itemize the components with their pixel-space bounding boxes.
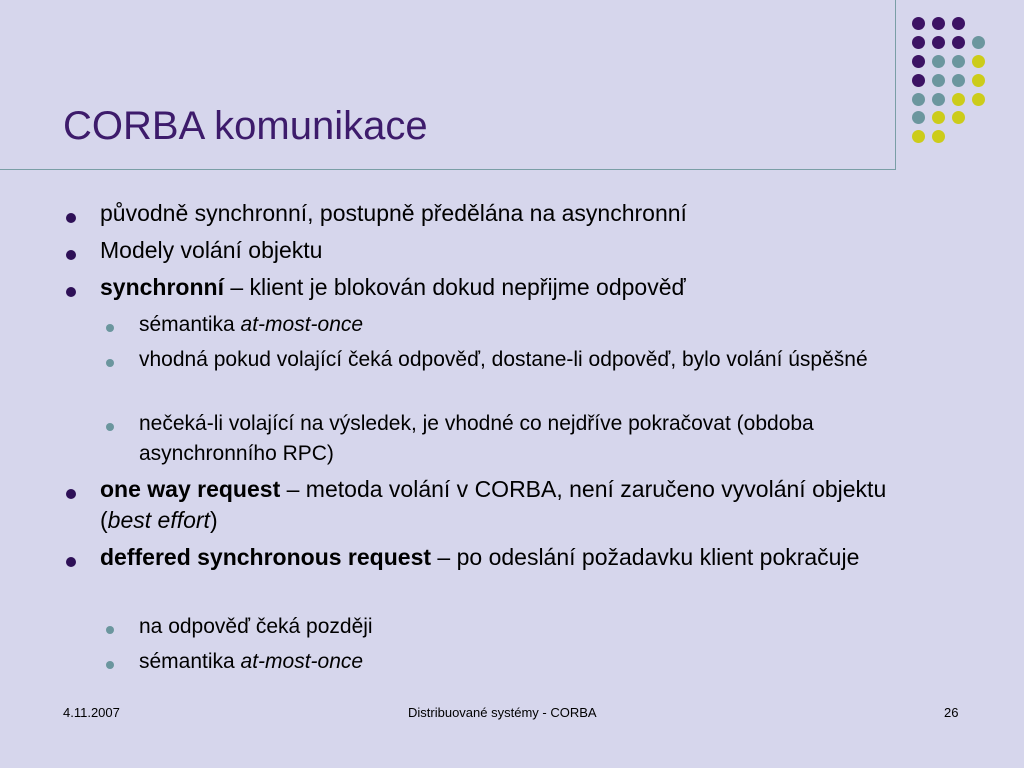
sub-bullet-marker [106, 423, 114, 431]
sub-bullet-item [139, 310, 919, 340]
footer-title: Distribuované systémy - CORBA [408, 705, 597, 720]
bullet-text-run: at-most-once [240, 650, 364, 673]
bullet-text-run: – klient je blokován dokud nepřijme odpověď [223, 274, 686, 300]
bullet-text-run: at-most-once [240, 313, 364, 336]
bullet-text-run: vhodná pokud volající čeká odpověď, dostane-li odpověď, bylo volání úspěšné [139, 348, 868, 371]
footer-page-number: 26 [944, 705, 959, 720]
decorative-dot [932, 74, 945, 87]
slide-title: CORBA komunikace [63, 104, 428, 148]
decorative-dot [912, 74, 925, 87]
bullet-item [100, 542, 940, 573]
decorative-dot [912, 36, 925, 49]
sub-bullet-marker [106, 324, 114, 332]
bullet-marker [66, 250, 76, 260]
bullet-text-run: původně synchronní, postupně předělána na asynchronní [100, 200, 687, 226]
bullet-text-run: nečeká-li volající na výsledek, je vhodné co nejdříve pokračovat (obdoba asynchronního RPC) [139, 412, 814, 465]
bullet-text-run: – metoda volání v CORBA, není zaručeno vyvolání objektu ( [100, 476, 887, 533]
title-divider-vertical [895, 0, 896, 170]
bullet-marker [66, 557, 76, 567]
decorative-dot [932, 55, 945, 68]
sub-bullet-marker [106, 626, 114, 634]
sub-bullet-item [139, 409, 919, 469]
bullet-text-run: na odpověď čeká později [139, 615, 373, 638]
bullet-text-run: sémantika [139, 650, 241, 673]
decorative-dot [912, 130, 925, 143]
bullet-text-run: sémantika [139, 313, 241, 336]
decorative-dot [912, 93, 925, 106]
sub-bullet-item [139, 345, 919, 375]
bullet-item [100, 235, 940, 266]
decorative-dot [932, 111, 945, 124]
bullet-text-run: deffered synchronous request [100, 544, 432, 570]
decorative-dot [972, 55, 985, 68]
bullet-text-run: ) [209, 507, 218, 533]
bullet-text-run: – po odeslání požadavku klient pokračuje [431, 544, 860, 570]
bullet-item [100, 474, 940, 536]
bullet-item [100, 272, 940, 303]
decorative-dot [972, 93, 985, 106]
sub-bullet-item [139, 612, 919, 642]
decorative-dot [972, 74, 985, 87]
decorative-dot [952, 111, 965, 124]
decorative-dot [932, 17, 945, 30]
bullet-text-run: Modely volání objektu [100, 237, 323, 263]
bullet-item [100, 198, 940, 229]
decorative-dot [952, 74, 965, 87]
bullet-marker [66, 213, 76, 223]
decorative-dot [952, 17, 965, 30]
sub-bullet-marker [106, 359, 114, 367]
bullet-text-run: best effort [107, 507, 210, 533]
decorative-dot [932, 36, 945, 49]
decorative-dot [932, 93, 945, 106]
bullet-marker [66, 489, 76, 499]
decorative-dot [972, 36, 985, 49]
sub-bullet-item [139, 647, 919, 677]
decorative-dot [952, 93, 965, 106]
footer-date: 4.11.2007 [63, 705, 120, 720]
decorative-dot [912, 17, 925, 30]
decorative-dot [912, 111, 925, 124]
sub-bullet-marker [106, 661, 114, 669]
decorative-dot [952, 55, 965, 68]
bullet-marker [66, 287, 76, 297]
bullet-text-run: one way request [100, 476, 281, 502]
title-divider-horizontal [0, 169, 896, 170]
decorative-dot [932, 130, 945, 143]
bullet-text-run: synchronní [100, 274, 224, 300]
decorative-dot [912, 55, 925, 68]
decorative-dot [952, 36, 965, 49]
